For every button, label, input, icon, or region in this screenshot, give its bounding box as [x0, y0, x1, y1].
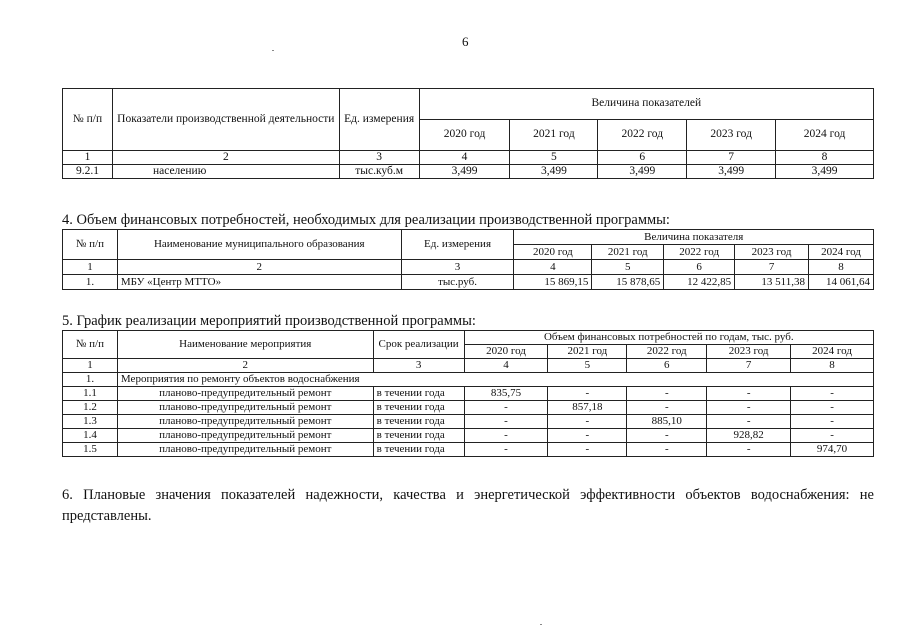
col-values-header: Величина показателей — [419, 89, 873, 120]
row-unit: тыс.куб.м — [339, 165, 419, 179]
section-6-paragraph: 6. Плановые значения показателей надежности, качества и энергетической эффективности объектов водоснабжения: не представлены. — [62, 487, 874, 524]
col-name-header: Наименование мероприятия — [117, 331, 373, 359]
schedule-table — [62, 330, 874, 457]
row-name: планово-предупредительный ремонт — [117, 401, 373, 415]
column-number: 2 — [117, 359, 373, 373]
row-term: в течении года — [373, 415, 464, 429]
row-num: 9.2.1 — [63, 165, 113, 179]
section-5-heading: 5. График реализации мероприятий производственной программы: — [62, 313, 476, 329]
row-value: - — [548, 429, 627, 443]
row-num: 1.2 — [63, 401, 118, 415]
column-number: 1 — [63, 359, 118, 373]
numbering-row — [63, 359, 874, 373]
year-header: 2021 год — [510, 120, 598, 151]
column-number: 4 — [514, 260, 592, 275]
row-value: 857,18 — [548, 401, 627, 415]
scan-speck — [540, 624, 542, 625]
col-num-header: № п/п — [63, 89, 113, 151]
row-num: 1. — [63, 275, 118, 290]
row-value: - — [548, 415, 627, 429]
row-value: - — [464, 443, 548, 457]
row-value: - — [464, 429, 548, 443]
column-number: 3 — [401, 260, 514, 275]
numbering-row — [63, 260, 874, 275]
row-num: 1.1 — [63, 387, 118, 401]
year-header: 2024 год — [809, 245, 874, 260]
column-number: 2 — [117, 260, 401, 275]
production-indicators-table — [62, 88, 874, 179]
row-value: - — [791, 387, 874, 401]
year-header: 2021 год — [592, 245, 664, 260]
page-number: 6 — [462, 34, 469, 49]
row-name: МБУ «Центр МТТО» — [117, 275, 401, 290]
column-number: 5 — [510, 151, 598, 165]
year-header: 2020 год — [464, 345, 548, 359]
row-value: - — [707, 401, 791, 415]
row-value: 3,499 — [776, 165, 874, 179]
row-value: - — [464, 401, 548, 415]
financial-needs-table — [62, 229, 874, 290]
row-value: 14 061,64 — [809, 275, 874, 290]
row-term: в течении года — [373, 429, 464, 443]
row-value: - — [707, 443, 791, 457]
row-value: - — [548, 443, 627, 457]
row-num: 1.4 — [63, 429, 118, 443]
col-indicator-header: Показатели производственной деятельности — [112, 89, 339, 151]
scan-speck — [272, 50, 274, 51]
section-4-heading: 4. Объем финансовых потребностей, необходимых для реализации производственной программы: — [62, 212, 670, 228]
column-number: 4 — [464, 359, 548, 373]
col-values-header: Величина показателя — [514, 230, 874, 245]
year-header: 2023 год — [687, 120, 776, 151]
row-value: 15 869,15 — [514, 275, 592, 290]
row-term: в течении года — [373, 443, 464, 457]
table-row — [63, 165, 874, 179]
row-value: 974,70 — [791, 443, 874, 457]
row-value: - — [791, 415, 874, 429]
row-value: - — [627, 401, 707, 415]
column-number: 5 — [548, 359, 627, 373]
year-header: 2023 год — [707, 345, 791, 359]
group-num: 1. — [63, 373, 118, 387]
column-number: 8 — [809, 260, 874, 275]
col-values-header: Объем финансовых потребностей по годам, тыс. руб. — [464, 331, 873, 345]
table-row — [63, 275, 874, 290]
col-num-header: № п/п — [63, 331, 118, 359]
row-name: планово-предупредительный ремонт — [117, 429, 373, 443]
column-number: 7 — [687, 151, 776, 165]
row-value: 15 878,65 — [592, 275, 664, 290]
col-name-header: Наименование муниципального образования — [117, 230, 401, 260]
row-value: - — [548, 387, 627, 401]
year-header: 2020 год — [419, 120, 510, 151]
row-value: 13 511,38 — [735, 275, 809, 290]
row-value: 3,499 — [598, 165, 687, 179]
column-number: 2 — [112, 151, 339, 165]
table-row — [63, 387, 874, 401]
row-value: 885,10 — [627, 415, 707, 429]
row-term: в течении года — [373, 401, 464, 415]
column-number: 3 — [339, 151, 419, 165]
year-header: 2024 год — [791, 345, 874, 359]
row-num: 1.5 — [63, 443, 118, 457]
row-value: 3,499 — [687, 165, 776, 179]
row-value: - — [627, 387, 707, 401]
year-header: 2022 год — [627, 345, 707, 359]
col-unit-header: Ед. измерения — [339, 89, 419, 151]
row-name: планово-предупредительный ремонт — [117, 415, 373, 429]
col-num-header: № п/п — [63, 230, 118, 260]
row-unit: тыс.руб. — [401, 275, 514, 290]
column-number: 8 — [791, 359, 874, 373]
year-header: 2022 год — [598, 120, 687, 151]
row-num: 1.3 — [63, 415, 118, 429]
row-name: планово-предупредительный ремонт — [117, 387, 373, 401]
column-number: 1 — [63, 151, 113, 165]
column-number: 8 — [776, 151, 874, 165]
table-row — [63, 415, 874, 429]
table-row — [63, 401, 874, 415]
row-value: - — [791, 429, 874, 443]
column-number: 5 — [592, 260, 664, 275]
row-name: планово-предупредительный ремонт — [117, 443, 373, 457]
row-value: - — [627, 443, 707, 457]
row-value: 928,82 — [707, 429, 791, 443]
table-row — [63, 443, 874, 457]
group-name: Мероприятия по ремонту объектов водоснабжения — [117, 373, 873, 387]
row-value: - — [791, 401, 874, 415]
column-number: 4 — [419, 151, 510, 165]
row-value: - — [464, 415, 548, 429]
column-number: 6 — [627, 359, 707, 373]
row-value: 12 422,85 — [664, 275, 735, 290]
column-number: 3 — [373, 359, 464, 373]
row-value: - — [707, 415, 791, 429]
column-number: 6 — [598, 151, 687, 165]
column-number: 7 — [707, 359, 791, 373]
year-header: 2020 год — [514, 245, 592, 260]
row-term: в течении года — [373, 387, 464, 401]
group-row — [63, 373, 874, 387]
table-row — [63, 429, 874, 443]
row-value: 3,499 — [419, 165, 510, 179]
column-number: 6 — [664, 260, 735, 275]
row-value: - — [627, 429, 707, 443]
row-value: - — [707, 387, 791, 401]
year-header: 2023 год — [735, 245, 809, 260]
year-header: 2024 год — [776, 120, 874, 151]
col-term-header: Срок реализации — [373, 331, 464, 359]
col-unit-header: Ед. измерения — [401, 230, 514, 260]
numbering-row — [63, 151, 874, 165]
year-header: 2022 год — [664, 245, 735, 260]
row-value: 835,75 — [464, 387, 548, 401]
row-name: населению — [112, 165, 339, 179]
year-header: 2021 год — [548, 345, 627, 359]
row-value: 3,499 — [510, 165, 598, 179]
column-number: 7 — [735, 260, 809, 275]
column-number: 1 — [63, 260, 118, 275]
